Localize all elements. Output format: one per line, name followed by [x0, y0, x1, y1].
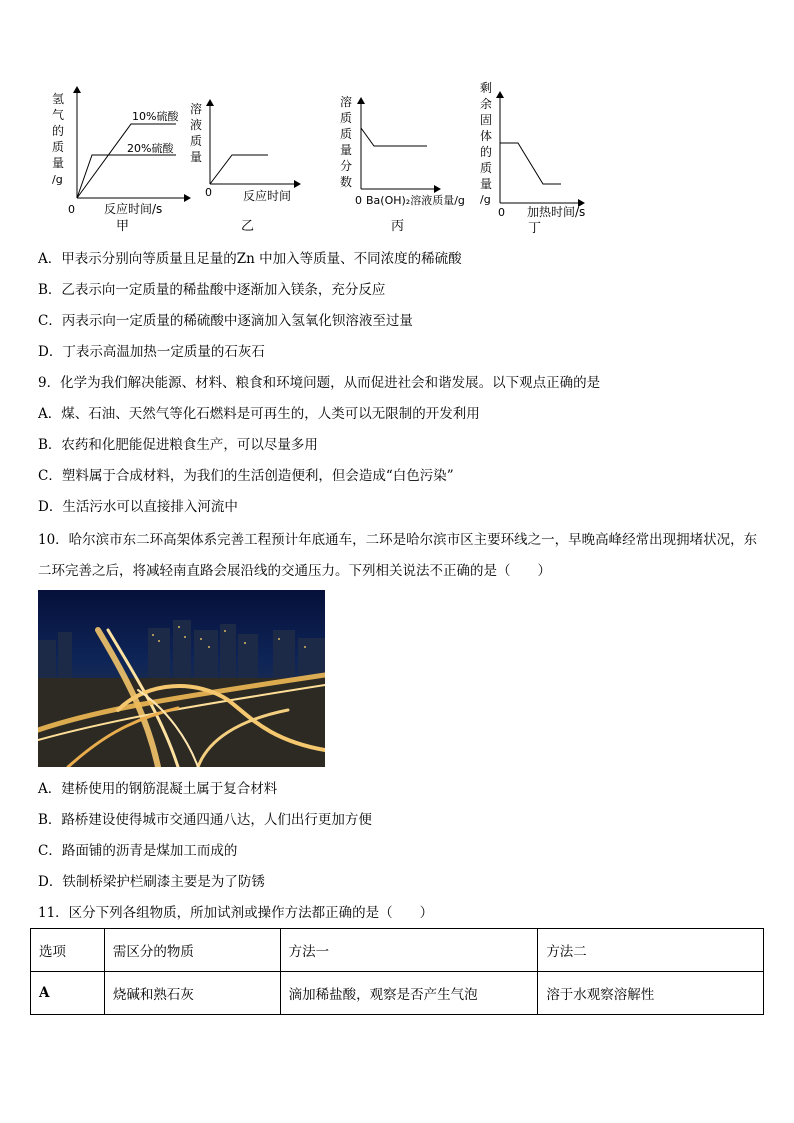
table-row: [31, 972, 764, 1015]
yi-curve: [210, 155, 268, 184]
yi-y-label-3: 质: [190, 134, 203, 148]
ding-y-label-1: 剩: [480, 81, 493, 95]
cell-option: A: [31, 972, 105, 1015]
ding-y-label-3: 固: [480, 113, 493, 127]
header-method-1: 方法一: [280, 929, 538, 972]
graph-ding: [480, 81, 585, 236]
highway-photo-drawing: [38, 590, 325, 767]
jia-curve-10pct: [77, 124, 176, 198]
bing-y-label-2: 质: [340, 111, 353, 125]
jia-origin: 0: [68, 203, 75, 216]
bing-x-label: Ba(OH)₂溶液质量/g: [366, 194, 465, 207]
q8-option-d: D．丁表示高温加热一定质量的石灰石: [38, 344, 265, 360]
jia-caption: 甲: [116, 219, 130, 234]
ding-origin: 0: [498, 206, 505, 219]
jia-y-label-3: 的: [52, 124, 65, 138]
q9-option-b: B．农药和化肥能促进粮食生产，可以尽量多用: [38, 437, 318, 453]
q10-option-d: D．铁制桥梁护栏刷漆主要是为了防锈: [38, 874, 265, 890]
graph-bing: [340, 94, 465, 234]
q9-stem: 9．化学为我们解决能源、材料、粮食和环境问题，从而促进社会和谐发展。以下观点正确的是: [38, 375, 601, 391]
bing-y-label-3: 质: [340, 127, 353, 141]
ding-y-label-7: 量: [480, 177, 493, 191]
header-method-2: 方法二: [538, 929, 764, 972]
yi-y-label-4: 量: [190, 150, 203, 164]
q10-option-b: B．路桥建设使得城市交通四通八达，人们出行更加方便: [38, 812, 372, 828]
q9-option-c: C．塑料属于合成材料，为我们的生活创造便利，但会造成“白色污染”: [38, 468, 454, 484]
ding-y-label-8: /g: [480, 193, 491, 206]
bing-curve: [361, 128, 427, 146]
bing-caption: 丙: [391, 219, 405, 234]
q11-stem: 11．区分下列各组物质，所加试剂或操作方法都正确的是（ ）: [38, 905, 434, 921]
ding-y-label-2: 余: [480, 97, 493, 111]
bing-y-label-5: 分: [340, 159, 353, 173]
graphs-figure: [0, 0, 794, 240]
jia-series-20pct: 20%硫酸: [127, 142, 174, 155]
bing-y-label-4: 量: [340, 143, 353, 157]
bing-origin: 0: [355, 194, 362, 207]
q8-option-c: C．丙表示向一定质量的稀硫酸中逐滴加入氢氧化钡溶液至过量: [38, 313, 413, 329]
header-option: 选项: [31, 929, 105, 972]
cell-method-1: 滴加稀盐酸，观察是否产生气泡: [280, 972, 538, 1015]
yi-caption: 乙: [241, 219, 255, 234]
jia-y-label-6: /g: [52, 173, 63, 186]
header-substances: 需区分的物质: [104, 929, 280, 972]
q11-table: [30, 928, 764, 1015]
ding-x-label: 加热时间/s: [527, 205, 586, 219]
q8-option-a: A．甲表示分别向等质量且足量的Zn 中加入等质量、不同浓度的稀硫酸: [38, 251, 462, 267]
q10-option-c: C．路面铺的沥青是煤加工而成的: [38, 843, 238, 859]
graph-jia: [52, 87, 190, 234]
yi-origin: 0: [205, 186, 212, 199]
jia-y-label-2: 气: [52, 108, 65, 122]
jia-curve-20pct: [77, 155, 176, 198]
yi-y-label-2: 液: [190, 118, 203, 132]
cell-substances: 烧碱和熟石灰: [104, 972, 280, 1015]
bing-y-label-1: 溶: [340, 95, 353, 109]
jia-y-label-1: 氢: [52, 92, 65, 106]
q10-option-a: A．建桥使用的钢筋混凝土属于复合材料: [38, 781, 278, 797]
q9-option-d: D．生活污水可以直接排入河流中: [38, 499, 238, 515]
yi-x-label: 反应时间: [243, 189, 292, 203]
ding-y-label-6: 质: [480, 161, 493, 175]
graph-yi: [190, 100, 300, 234]
q9-option-a: A．煤、石油、天然气等化石燃料是可再生的，人类可以无限制的开发利用: [38, 406, 480, 422]
ding-y-label-4: 体: [480, 129, 493, 143]
jia-series-10pct: 10%硫酸: [132, 110, 179, 123]
cell-method-2: 溶于水观察溶解性: [538, 972, 764, 1015]
jia-y-label-4: 质: [52, 140, 65, 154]
jia-y-label-5: 量: [52, 156, 65, 170]
q8-option-b: B．乙表示向一定质量的稀盐酸中逐渐加入镁条，充分反应: [38, 282, 386, 298]
ding-curve: [500, 143, 561, 184]
yi-y-label-1: 溶: [190, 102, 203, 116]
bing-y-label-6: 数: [340, 175, 353, 189]
ding-caption: 丁: [528, 221, 542, 236]
highway-photo: [38, 590, 325, 767]
jia-x-label: 反应时间/s: [104, 202, 163, 216]
ding-y-label-5: 的: [480, 145, 493, 159]
q10-stem: 10．哈尔滨市东二环高架体系完善工程预计年底通车，二环是哈尔滨市区主要环线之一，早晚高峰经常出现拥堵状况，东二环完善之后，将减轻南直路会展沿线的交通压力。下列相关说法不正确的是（ ）: [38, 532, 758, 579]
table-header-row: [31, 929, 764, 972]
